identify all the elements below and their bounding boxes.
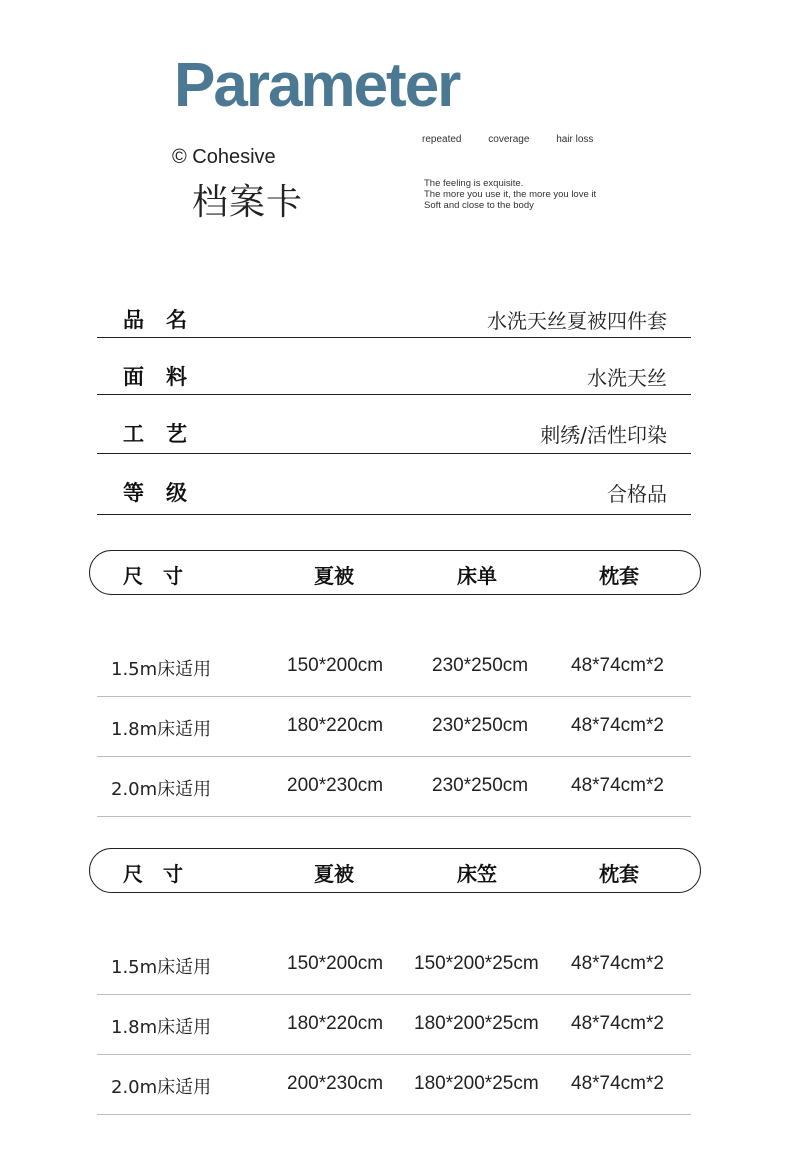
- header-quilt: 夏被: [314, 564, 354, 588]
- blurb-line: Soft and close to the body: [424, 200, 534, 211]
- blurb-line: The feeling is exquisite.: [424, 178, 524, 189]
- header-size: 尺寸: [123, 564, 203, 588]
- table-row: [97, 696, 691, 757]
- info-row-grade: [97, 453, 691, 515]
- info-row-name: [97, 296, 691, 338]
- cell-fitted-sheet: 180*200*25cm: [414, 1013, 539, 1034]
- card-label: 档案卡: [192, 182, 304, 223]
- brand-name: © Cohesive: [172, 146, 276, 168]
- cell-pillowcase: 48*74cm*2: [571, 655, 664, 676]
- cell-bed: 1.8m床适用: [111, 1017, 212, 1038]
- cell-bed: 1.5m床适用: [111, 659, 212, 680]
- cell-bed: 1.5m床适用: [111, 957, 212, 978]
- table2-header: [89, 848, 701, 893]
- tag: coverage: [488, 134, 530, 145]
- tag: hair loss: [556, 134, 594, 145]
- cell-quilt: 200*230cm: [287, 1073, 384, 1094]
- header-fitted-sheet: 床笠: [457, 862, 497, 886]
- cell-pillowcase: 48*74cm*2: [571, 953, 664, 974]
- cell-pillowcase: 48*74cm*2: [571, 715, 664, 736]
- table-row: [97, 636, 691, 697]
- header-pillowcase: 枕套: [599, 564, 639, 588]
- cell-bed: 1.8m床适用: [111, 719, 212, 740]
- table1-header: [89, 550, 701, 595]
- header-pillowcase: 枕套: [599, 862, 639, 886]
- info-label: 等级: [123, 481, 209, 505]
- page-title: Parameter: [174, 51, 460, 120]
- header-sheet: 床单: [457, 564, 497, 588]
- info-row-craft: [97, 394, 691, 454]
- cell-bed: 2.0m床适用: [111, 1077, 212, 1098]
- cell-sheet: 230*250cm: [432, 775, 529, 796]
- tag-list: [422, 134, 617, 145]
- cell-fitted-sheet: 150*200*25cm: [414, 953, 539, 974]
- info-value: 刺绣/活性印染: [540, 423, 667, 447]
- table-row: [97, 756, 691, 817]
- blurb-line: The more you use it, the more you love it: [424, 189, 597, 200]
- info-row-fabric: [97, 337, 691, 395]
- info-value: 水洗天丝夏被四件套: [487, 309, 667, 333]
- cell-sheet: 230*250cm: [432, 715, 529, 736]
- header-quilt: 夏被: [314, 862, 354, 886]
- info-label: 面料: [123, 365, 209, 389]
- cell-sheet: 230*250cm: [432, 655, 529, 676]
- info-label: 工艺: [123, 422, 209, 446]
- cell-quilt: 180*220cm: [287, 715, 384, 736]
- info-label: 品名: [123, 308, 209, 332]
- cell-fitted-sheet: 180*200*25cm: [414, 1073, 539, 1094]
- info-value: 水洗天丝: [587, 366, 667, 390]
- table-row: [97, 934, 691, 995]
- header-size: 尺寸: [123, 862, 203, 886]
- cell-pillowcase: 48*74cm*2: [571, 1013, 664, 1034]
- cell-quilt: 150*200cm: [287, 953, 384, 974]
- cell-pillowcase: 48*74cm*2: [571, 1073, 664, 1094]
- table-row: [97, 994, 691, 1055]
- cell-pillowcase: 48*74cm*2: [571, 775, 664, 796]
- cell-quilt: 200*230cm: [287, 775, 384, 796]
- blurb: [424, 178, 596, 211]
- cell-quilt: 150*200cm: [287, 655, 384, 676]
- info-value: 合格品: [607, 482, 667, 506]
- table-row: [97, 1054, 691, 1115]
- tag: repeated: [422, 134, 462, 145]
- cell-bed: 2.0m床适用: [111, 779, 212, 800]
- cell-quilt: 180*220cm: [287, 1013, 384, 1034]
